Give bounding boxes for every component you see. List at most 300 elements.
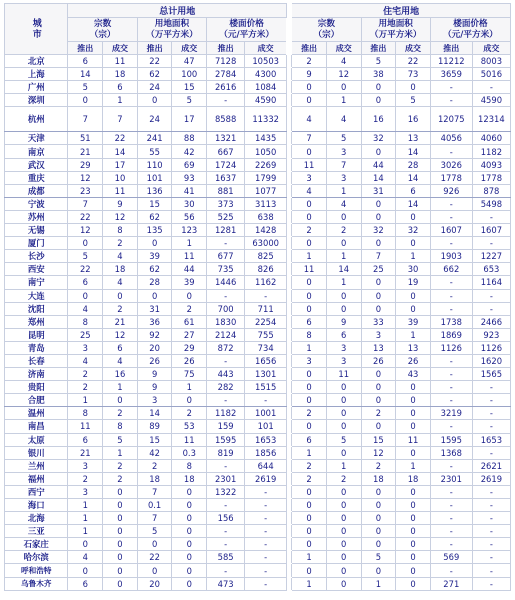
value-cell: 0	[396, 551, 431, 564]
value-cell: 1595	[207, 433, 245, 446]
value-cell: 88	[172, 132, 207, 145]
value-cell: 24	[137, 107, 172, 132]
value-cell: 27	[172, 328, 207, 341]
value-cell: 135	[137, 224, 172, 237]
value-cell: 1595	[430, 433, 472, 446]
value-cell: 18	[137, 472, 172, 485]
value-cell: 0	[361, 145, 396, 158]
value-cell: 0	[292, 145, 327, 158]
value-cell: 11	[103, 55, 138, 68]
value-cell: 3	[326, 171, 361, 184]
value-cell: 9	[292, 68, 327, 81]
value-cell: 14	[103, 145, 138, 158]
value-cell: 0	[361, 420, 396, 433]
value-cell: 26	[361, 354, 396, 367]
city-cell: 南宁	[5, 276, 68, 289]
value-cell: 1126	[472, 341, 510, 354]
table-row	[5, 407, 511, 420]
value-cell: -	[430, 237, 472, 250]
table-row	[5, 446, 511, 459]
value-cell: 2	[103, 459, 138, 472]
value-cell: 0	[172, 485, 207, 498]
value-cell: 4060	[472, 132, 510, 145]
value-cell: 0	[292, 210, 327, 223]
table-row	[5, 263, 511, 276]
city-cell: 苏州	[5, 210, 68, 223]
value-cell: 1	[68, 394, 103, 407]
table-row	[5, 341, 511, 354]
value-cell: 1084	[245, 81, 287, 94]
table-row	[5, 197, 511, 210]
value-cell: 29	[68, 158, 103, 171]
value-cell: 14	[396, 145, 431, 158]
value-cell: 9	[103, 197, 138, 210]
value-cell: 0	[292, 237, 327, 250]
value-cell: 5	[326, 132, 361, 145]
value-cell: 0	[292, 302, 327, 315]
value-cell: 0	[361, 81, 396, 94]
value-cell: 1	[396, 459, 431, 472]
value-cell: 31	[137, 302, 172, 315]
value-cell: -	[472, 407, 510, 420]
value-cell: 0	[172, 525, 207, 538]
value-cell: -	[430, 394, 472, 407]
value-cell: -	[245, 512, 287, 525]
value-cell: 0	[68, 237, 103, 250]
city-cell: 石家庄	[5, 538, 68, 551]
table-row	[5, 315, 511, 328]
res-count-header: 宗数 （宗）	[292, 18, 361, 42]
value-cell: 12	[68, 171, 103, 184]
value-cell: 1799	[245, 171, 287, 184]
value-cell: 11	[396, 433, 431, 446]
value-cell: 5	[396, 94, 431, 107]
value-cell: 0	[137, 237, 172, 250]
value-cell: 1	[172, 237, 207, 250]
value-cell: 569	[430, 551, 472, 564]
value-cell: 1778	[430, 171, 472, 184]
value-cell: 819	[207, 446, 245, 459]
value-cell: 1830	[207, 315, 245, 328]
value-cell: 1	[326, 459, 361, 472]
value-cell: 0	[396, 577, 431, 590]
table-header	[5, 4, 511, 55]
value-cell: 878	[472, 184, 510, 197]
value-cell: -	[245, 289, 287, 302]
value-cell: 0	[292, 94, 327, 107]
value-cell: 21	[68, 145, 103, 158]
city-cell: 厦门	[5, 237, 68, 250]
value-cell: 0	[326, 394, 361, 407]
value-cell: 0	[292, 81, 327, 94]
value-cell: 667	[207, 145, 245, 158]
value-cell: 1368	[430, 446, 472, 459]
value-cell: 1738	[430, 315, 472, 328]
value-cell: 22	[68, 263, 103, 276]
value-cell: 1	[361, 577, 396, 590]
value-cell: 0	[361, 564, 396, 577]
value-cell: 282	[207, 381, 245, 394]
value-cell: -	[430, 94, 472, 107]
city-cell: 南京	[5, 145, 68, 158]
value-cell: 0	[396, 538, 431, 551]
value-cell: 0	[361, 302, 396, 315]
value-cell: 6	[292, 433, 327, 446]
value-cell: 1653	[472, 433, 510, 446]
value-cell: 5	[68, 81, 103, 94]
value-cell: 1446	[207, 276, 245, 289]
value-cell: 73	[396, 68, 431, 81]
table-row	[5, 472, 511, 485]
value-cell: 2619	[472, 472, 510, 485]
value-cell: 6	[396, 184, 431, 197]
value-cell: 101	[245, 420, 287, 433]
value-cell: 2	[68, 381, 103, 394]
value-cell: 0	[172, 394, 207, 407]
value-cell: 0	[396, 381, 431, 394]
value-cell: 0	[396, 302, 431, 315]
value-cell: -	[430, 302, 472, 315]
value-cell: 2	[326, 472, 361, 485]
value-cell: 12075	[430, 107, 472, 132]
value-cell: 12	[326, 68, 361, 81]
value-cell: 62	[137, 210, 172, 223]
value-cell: 0	[172, 577, 207, 590]
value-cell: 4	[292, 184, 327, 197]
value-cell: 1001	[245, 407, 287, 420]
value-cell: 6	[68, 276, 103, 289]
value-cell: 18	[361, 472, 396, 485]
value-cell: 4093	[472, 158, 510, 171]
value-cell: 8	[172, 459, 207, 472]
value-cell: -	[472, 446, 510, 459]
value-cell: 2	[172, 302, 207, 315]
value-cell: 4590	[245, 94, 287, 107]
value-cell: 2	[361, 407, 396, 420]
value-cell: 31	[361, 184, 396, 197]
value-cell: 18	[103, 263, 138, 276]
city-cell: 呼和浩特	[5, 564, 68, 577]
value-cell: 0	[396, 499, 431, 512]
value-cell: -	[472, 538, 510, 551]
value-cell: -	[207, 538, 245, 551]
value-cell: 0	[172, 499, 207, 512]
city-cell: 武汉	[5, 158, 68, 171]
value-cell: 0	[396, 81, 431, 94]
listed-header: 推出	[207, 42, 245, 55]
value-cell: 2	[292, 459, 327, 472]
value-cell: -	[430, 381, 472, 394]
city-cell: 北海	[5, 512, 68, 525]
value-cell: 4	[292, 107, 327, 132]
value-cell: 872	[207, 341, 245, 354]
value-cell: 33	[361, 315, 396, 328]
value-cell: 0	[396, 210, 431, 223]
value-cell: 25	[361, 263, 396, 276]
city-cell: 贵阳	[5, 381, 68, 394]
city-cell: 哈尔滨	[5, 551, 68, 564]
city-cell: 青岛	[5, 341, 68, 354]
value-cell: 1322	[207, 485, 245, 498]
city-cell: 济南	[5, 368, 68, 381]
value-cell: -	[472, 512, 510, 525]
traded-header: 成交	[396, 42, 431, 55]
traded-header: 成交	[472, 42, 510, 55]
value-cell: 734	[245, 341, 287, 354]
value-cell: 0	[103, 564, 138, 577]
value-cell: 3113	[245, 197, 287, 210]
city-column-header: 城市	[5, 4, 68, 55]
value-cell: 443	[207, 368, 245, 381]
value-cell: 18	[172, 472, 207, 485]
land-stats-table	[4, 3, 511, 591]
value-cell: 1435	[245, 132, 287, 145]
value-cell: -	[430, 420, 472, 433]
value-cell: 8	[68, 407, 103, 420]
value-cell: 6	[103, 81, 138, 94]
value-cell: 26	[137, 354, 172, 367]
value-cell: 826	[245, 263, 287, 276]
value-cell: 638	[245, 210, 287, 223]
value-cell: 43	[396, 368, 431, 381]
value-cell: 6	[68, 577, 103, 590]
value-cell: 2	[172, 407, 207, 420]
value-cell: 2	[103, 407, 138, 420]
table-row	[5, 394, 511, 407]
value-cell: 23	[68, 184, 103, 197]
value-cell: 825	[245, 250, 287, 263]
value-cell: 44	[361, 158, 396, 171]
value-cell: 1	[292, 446, 327, 459]
value-cell: 1126	[430, 341, 472, 354]
value-cell: -	[207, 499, 245, 512]
value-cell: -	[245, 525, 287, 538]
value-cell: 4	[103, 250, 138, 263]
value-cell: 0	[103, 512, 138, 525]
value-cell: 0	[361, 237, 396, 250]
value-cell: 8	[103, 420, 138, 433]
value-cell: 0	[326, 446, 361, 459]
value-cell: 14	[137, 407, 172, 420]
value-cell: 1182	[472, 145, 510, 158]
value-cell: 1077	[245, 184, 287, 197]
value-cell: 1	[103, 381, 138, 394]
value-cell: 18	[103, 68, 138, 81]
value-cell: 5	[68, 250, 103, 263]
total-area-header: 用地面积 （万平方米）	[137, 18, 206, 42]
value-cell: 11	[172, 250, 207, 263]
value-cell: 4	[103, 354, 138, 367]
value-cell: 38	[361, 68, 396, 81]
value-cell: 9	[137, 381, 172, 394]
value-cell: 0	[103, 551, 138, 564]
value-cell: 2	[326, 224, 361, 237]
value-cell: 4590	[472, 94, 510, 107]
table-row	[5, 538, 511, 551]
city-cell: 温州	[5, 407, 68, 420]
city-cell: 大连	[5, 289, 68, 302]
value-cell: -	[430, 459, 472, 472]
value-cell: 28	[137, 276, 172, 289]
value-cell: 6	[68, 55, 103, 68]
value-cell: -	[245, 564, 287, 577]
value-cell: 3	[326, 354, 361, 367]
value-cell: 3	[68, 341, 103, 354]
value-cell: 0	[137, 538, 172, 551]
value-cell: 0	[326, 237, 361, 250]
value-cell: 0	[326, 551, 361, 564]
value-cell: 21	[68, 446, 103, 459]
value-cell: 1	[292, 341, 327, 354]
value-cell: 32	[361, 132, 396, 145]
value-cell: 55	[137, 145, 172, 158]
city-cell: 三亚	[5, 525, 68, 538]
total-price-header: 楼面价格 （元/平方米）	[207, 18, 287, 42]
value-cell: 3	[292, 171, 327, 184]
value-cell: 14	[326, 263, 361, 276]
value-cell: 1778	[472, 171, 510, 184]
city-cell: 天津	[5, 132, 68, 145]
value-cell: -	[245, 577, 287, 590]
value-cell: 3	[68, 485, 103, 498]
table-row	[5, 328, 511, 341]
value-cell: 12	[361, 446, 396, 459]
value-cell: 755	[245, 328, 287, 341]
value-cell: 15	[172, 81, 207, 94]
table-row	[5, 107, 511, 132]
value-cell: 10503	[245, 55, 287, 68]
value-cell: 2	[292, 224, 327, 237]
table-row	[5, 237, 511, 250]
value-cell: 1	[292, 250, 327, 263]
value-cell: 0	[361, 368, 396, 381]
value-cell: 22	[68, 210, 103, 223]
value-cell: 0	[326, 381, 361, 394]
value-cell: 18	[396, 472, 431, 485]
value-cell: -	[472, 381, 510, 394]
city-cell: 深圳	[5, 94, 68, 107]
value-cell: 0	[103, 538, 138, 551]
value-cell: 0	[361, 94, 396, 107]
city-cell: 兰州	[5, 459, 68, 472]
value-cell: 1	[326, 184, 361, 197]
value-cell: 47	[172, 55, 207, 68]
value-cell: 92	[137, 328, 172, 341]
value-cell: 0	[292, 420, 327, 433]
value-cell: 14	[361, 171, 396, 184]
value-cell: 0	[396, 420, 431, 433]
value-cell: 0	[396, 446, 431, 459]
city-cell: 上海	[5, 68, 68, 81]
value-cell: 12	[103, 210, 138, 223]
table-row	[5, 354, 511, 367]
value-cell: 0	[292, 368, 327, 381]
value-cell: 7	[103, 107, 138, 132]
value-cell: 2	[103, 302, 138, 315]
value-cell: 0	[396, 394, 431, 407]
value-cell: -	[472, 577, 510, 590]
value-cell: 5	[137, 525, 172, 538]
value-cell: -	[430, 538, 472, 551]
value-cell: 0	[361, 512, 396, 525]
listed-header: 推出	[361, 42, 396, 55]
value-cell: 3	[326, 341, 361, 354]
value-cell: 0	[103, 499, 138, 512]
value-cell: 11	[292, 263, 327, 276]
value-cell: 6	[292, 315, 327, 328]
value-cell: 136	[137, 184, 172, 197]
value-cell: 156	[207, 512, 245, 525]
value-cell: 123	[172, 224, 207, 237]
value-cell: 16	[361, 107, 396, 132]
value-cell: 14	[396, 197, 431, 210]
value-cell: 2	[68, 472, 103, 485]
value-cell: 39	[137, 250, 172, 263]
city-cell: 长春	[5, 354, 68, 367]
value-cell: 473	[207, 577, 245, 590]
value-cell: 14	[396, 171, 431, 184]
value-cell: 21	[103, 315, 138, 328]
value-cell: 7	[68, 197, 103, 210]
value-cell: 2	[103, 237, 138, 250]
table-row	[5, 250, 511, 263]
city-cell: 西宁	[5, 485, 68, 498]
value-cell: 1856	[245, 446, 287, 459]
value-cell: 22	[103, 132, 138, 145]
res-area-header: 用地面积 （万平方米）	[361, 18, 430, 42]
city-cell: 郑州	[5, 315, 68, 328]
value-cell: 3	[137, 394, 172, 407]
value-cell: 53	[172, 420, 207, 433]
value-cell: 5498	[472, 197, 510, 210]
value-cell: 1653	[245, 433, 287, 446]
value-cell: 42	[137, 446, 172, 459]
value-cell: -	[430, 485, 472, 498]
value-cell: 0	[361, 485, 396, 498]
value-cell: 14	[68, 68, 103, 81]
value-cell: 5	[326, 433, 361, 446]
table-row	[5, 433, 511, 446]
value-cell: 1321	[207, 132, 245, 145]
value-cell: 4	[326, 107, 361, 132]
value-cell: 32	[361, 224, 396, 237]
value-cell: 0	[103, 485, 138, 498]
value-cell: 0	[137, 94, 172, 107]
value-cell: 100	[172, 68, 207, 81]
value-cell: 0	[68, 94, 103, 107]
value-cell: 26	[172, 354, 207, 367]
value-cell: -	[207, 237, 245, 250]
value-cell: 0	[292, 499, 327, 512]
value-cell: 20	[137, 577, 172, 590]
city-cell: 宁波	[5, 197, 68, 210]
value-cell: 2784	[207, 68, 245, 81]
value-cell: 0	[361, 276, 396, 289]
value-cell: 28	[396, 158, 431, 171]
value-cell: -	[245, 485, 287, 498]
value-cell: 5016	[472, 68, 510, 81]
value-cell: 0	[292, 289, 327, 302]
value-cell: 4	[68, 302, 103, 315]
value-cell: 0	[292, 485, 327, 498]
value-cell: -	[245, 538, 287, 551]
value-cell: 3026	[430, 158, 472, 171]
table-row	[5, 145, 511, 158]
table-row	[5, 525, 511, 538]
value-cell: 1	[326, 94, 361, 107]
value-cell: 5	[361, 55, 396, 68]
city-cell: 合肥	[5, 394, 68, 407]
